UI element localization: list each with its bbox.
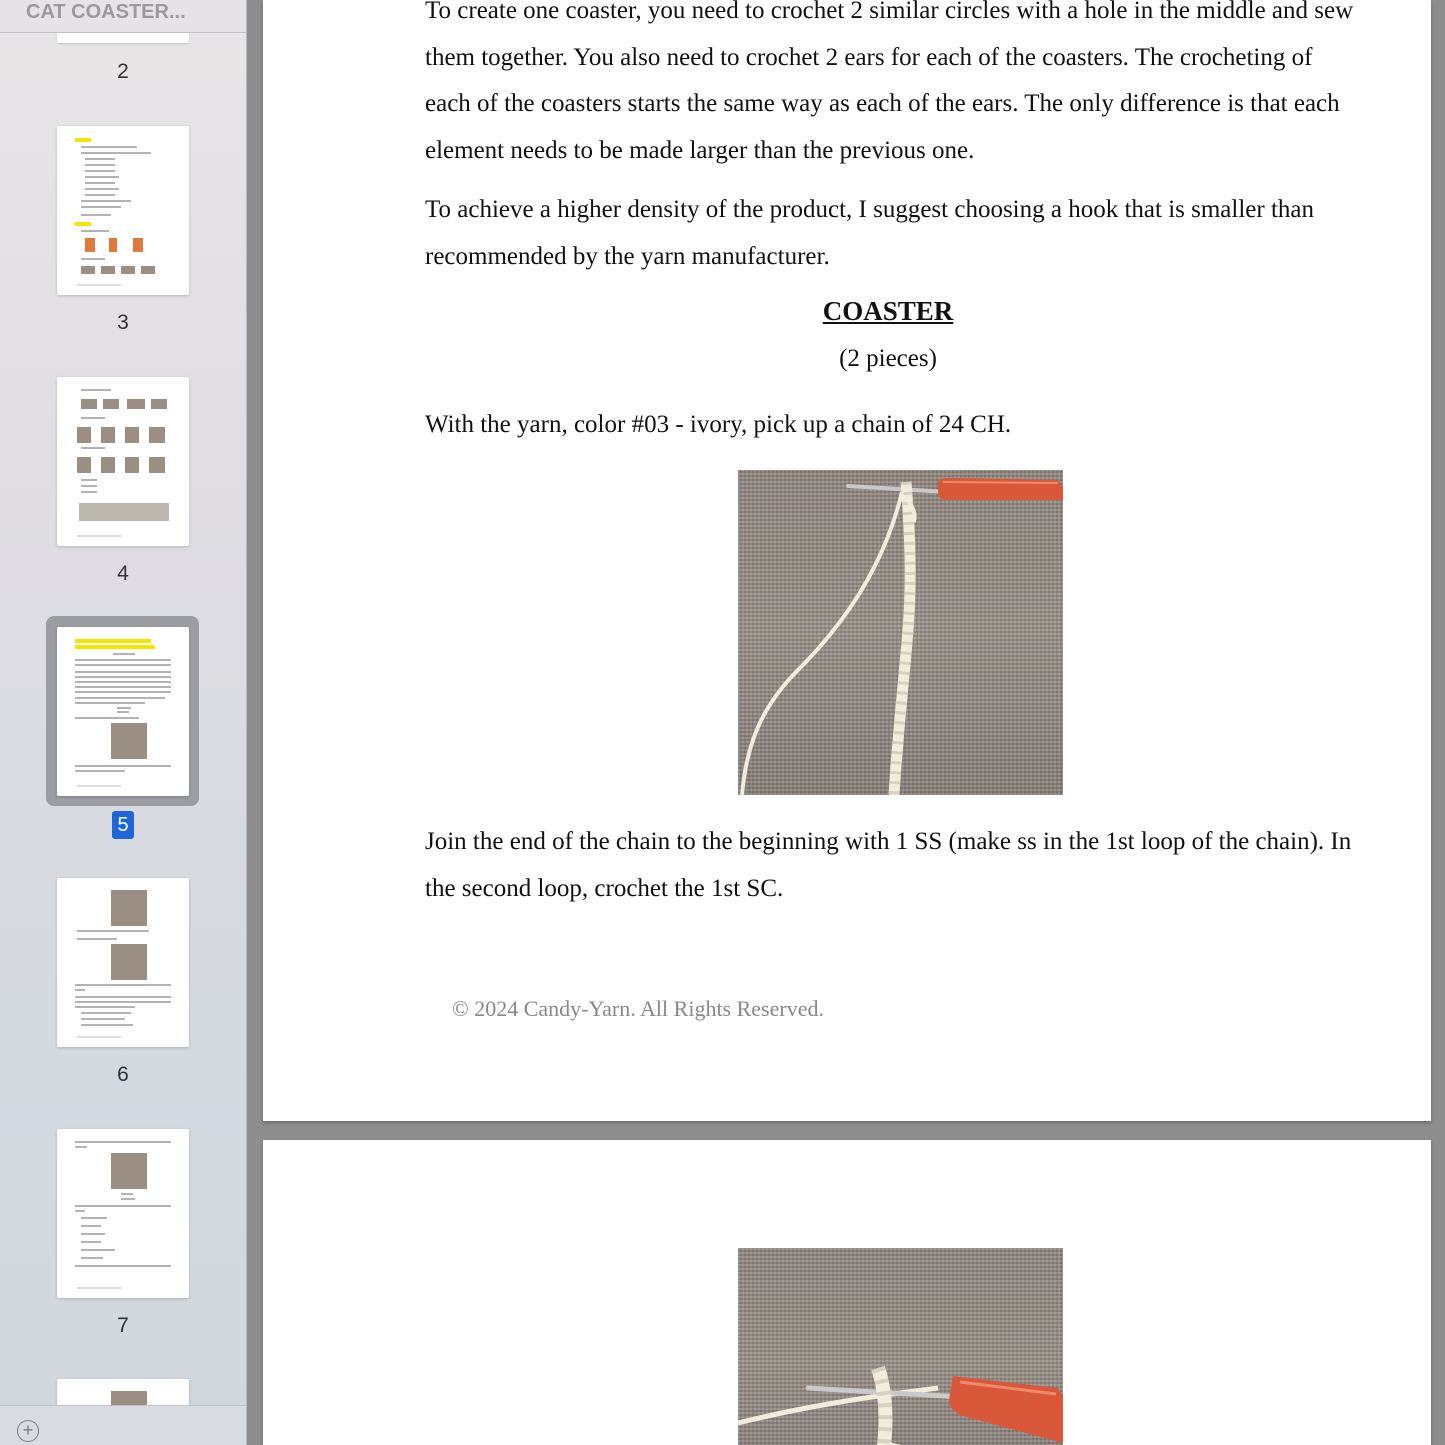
page-number-label-active: 5 (0, 811, 246, 839)
thumbnail-sidebar[interactable] (0, 0, 247, 1445)
add-page-button[interactable] (0, 1405, 246, 1445)
page-number-label: 3 (117, 311, 129, 334)
page-thumbnail-1[interactable] (57, 33, 189, 43)
page-number-label: 4 (117, 562, 129, 585)
section-heading: COASTER (822, 296, 954, 326)
chain-instruction: With the yarn, color #03 - ivory, pick up a chain of 24 CH. (425, 411, 1012, 438)
document-page-next (263, 1140, 1431, 1445)
page-number-label: 2 (117, 60, 129, 83)
page-thumbnail-7[interactable] (57, 1129, 189, 1298)
crochet-chain-photo (738, 470, 1063, 795)
page-thumbnail-5[interactable] (57, 627, 189, 796)
plus-circle-icon[interactable]: + (17, 1420, 39, 1442)
document-title: CAT COASTER... (0, 0, 246, 33)
document-page (263, 0, 1431, 1121)
page-number-label: 6 (117, 1063, 129, 1086)
intro-paragraph: To create one coaster, you need to crochet 2 similar circles with a hole in the middle and sew them together. You also need to crochet 2 ears for each of the coasters. The crocheting of each of the coasters starts the same way as each of the ears. The only difference is that each element needs to be made larger than the previous one. (425, 0, 1354, 164)
hook-advice-paragraph: To achieve a higher density of the product, I suggest choosing a hook that is smaller than recommended by the yarn manufacturer. (425, 196, 1315, 270)
page-thumbnail-4[interactable] (57, 377, 189, 546)
crochet-hook-photo (738, 1248, 1063, 1445)
section-subheading: (2 pieces) (839, 345, 937, 372)
page-thumbnail-3[interactable] (57, 126, 189, 295)
copyright-footer: © 2024 Candy-Yarn. All Rights Reserved. (452, 996, 824, 1021)
join-instruction: Join the end of the chain to the beginning with 1 SS (make ss in the 1st loop of the chain). In the second loop, crochet the 1st SC. (425, 828, 1352, 902)
page-thumbnail-6[interactable] (57, 878, 189, 1047)
page-number-label: 7 (117, 1314, 129, 1337)
